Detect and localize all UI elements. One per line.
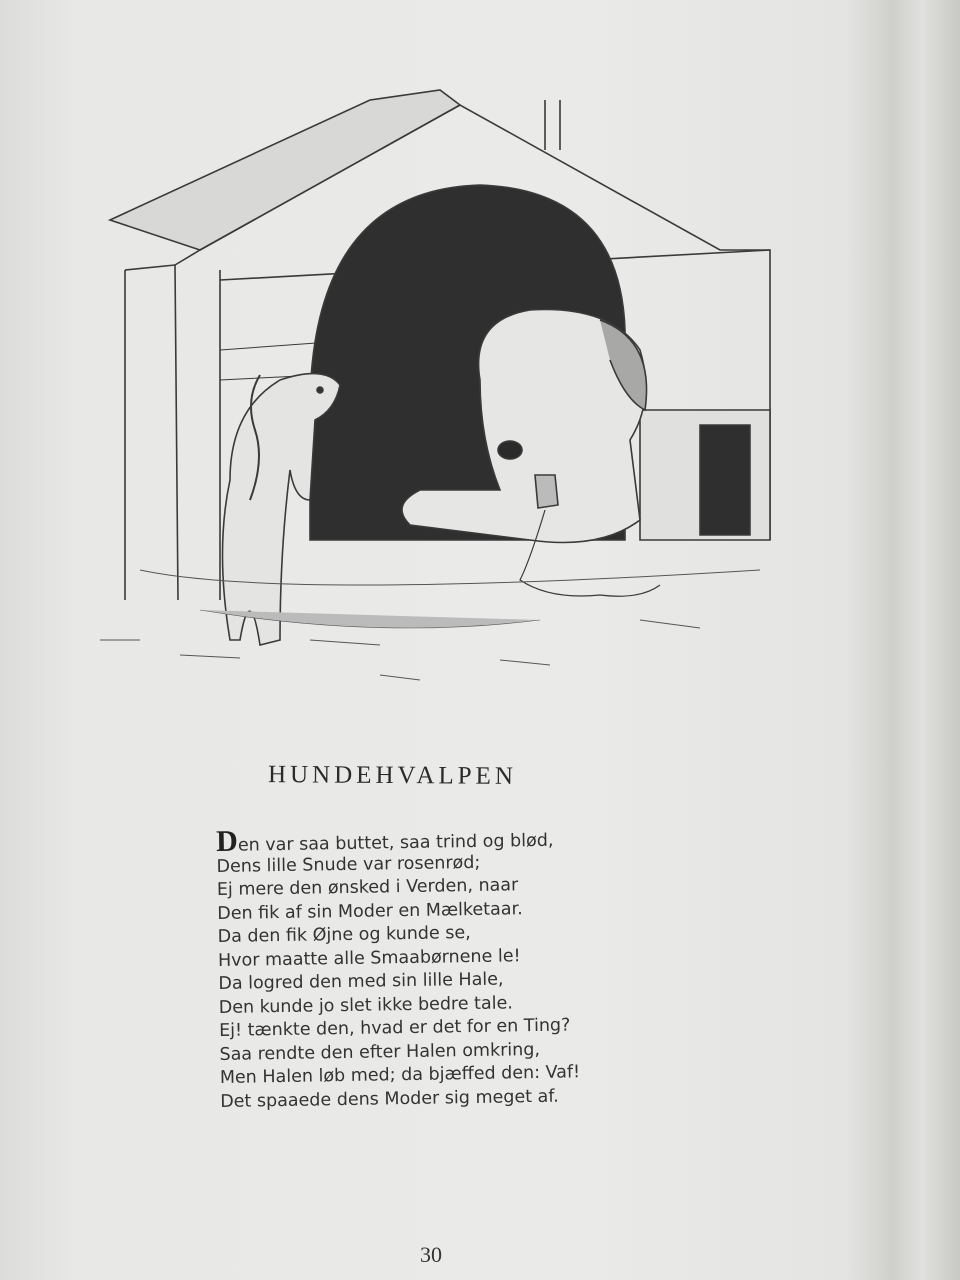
poem-line: Hvor maatte alle Smaabørnene le! [217,945,521,971]
poem-line: Ej mere den ønsked i Verden, naar [216,875,519,900]
poem-line: Da logred den med sin lille Hale, [218,969,504,994]
poem-line: Saa rendte den efter Halen omkring, [219,1039,541,1065]
drop-cap: D [215,824,239,858]
poem-line: Det spaaede dens Moder sig meget af. [220,1086,559,1112]
poem-line: Da den fik Øjne og kunde se, [217,923,471,947]
poem-body [216,824,740,1114]
poem-line: Dens lille Snude var rosenrød; [216,852,481,877]
poem-line: Ej! tænkte den, hvad er det for en Ting? [218,1015,571,1041]
page-number: 30 [420,1242,442,1267]
poem-title: HUNDEHVALPEN [267,761,518,790]
poem-line: Den fik af sin Moder en Mælketaar. [217,898,523,924]
doghouse-illustration [80,80,820,700]
ground [100,570,760,680]
poem-line: Den kunde jo slet ikke bedre tale. [218,992,514,1018]
poem-line-text: en var saa buttet, saa trind og blød, [237,830,554,856]
poem-line: Men Halen løb med; da bjæffed den: Vaf! [219,1062,581,1088]
